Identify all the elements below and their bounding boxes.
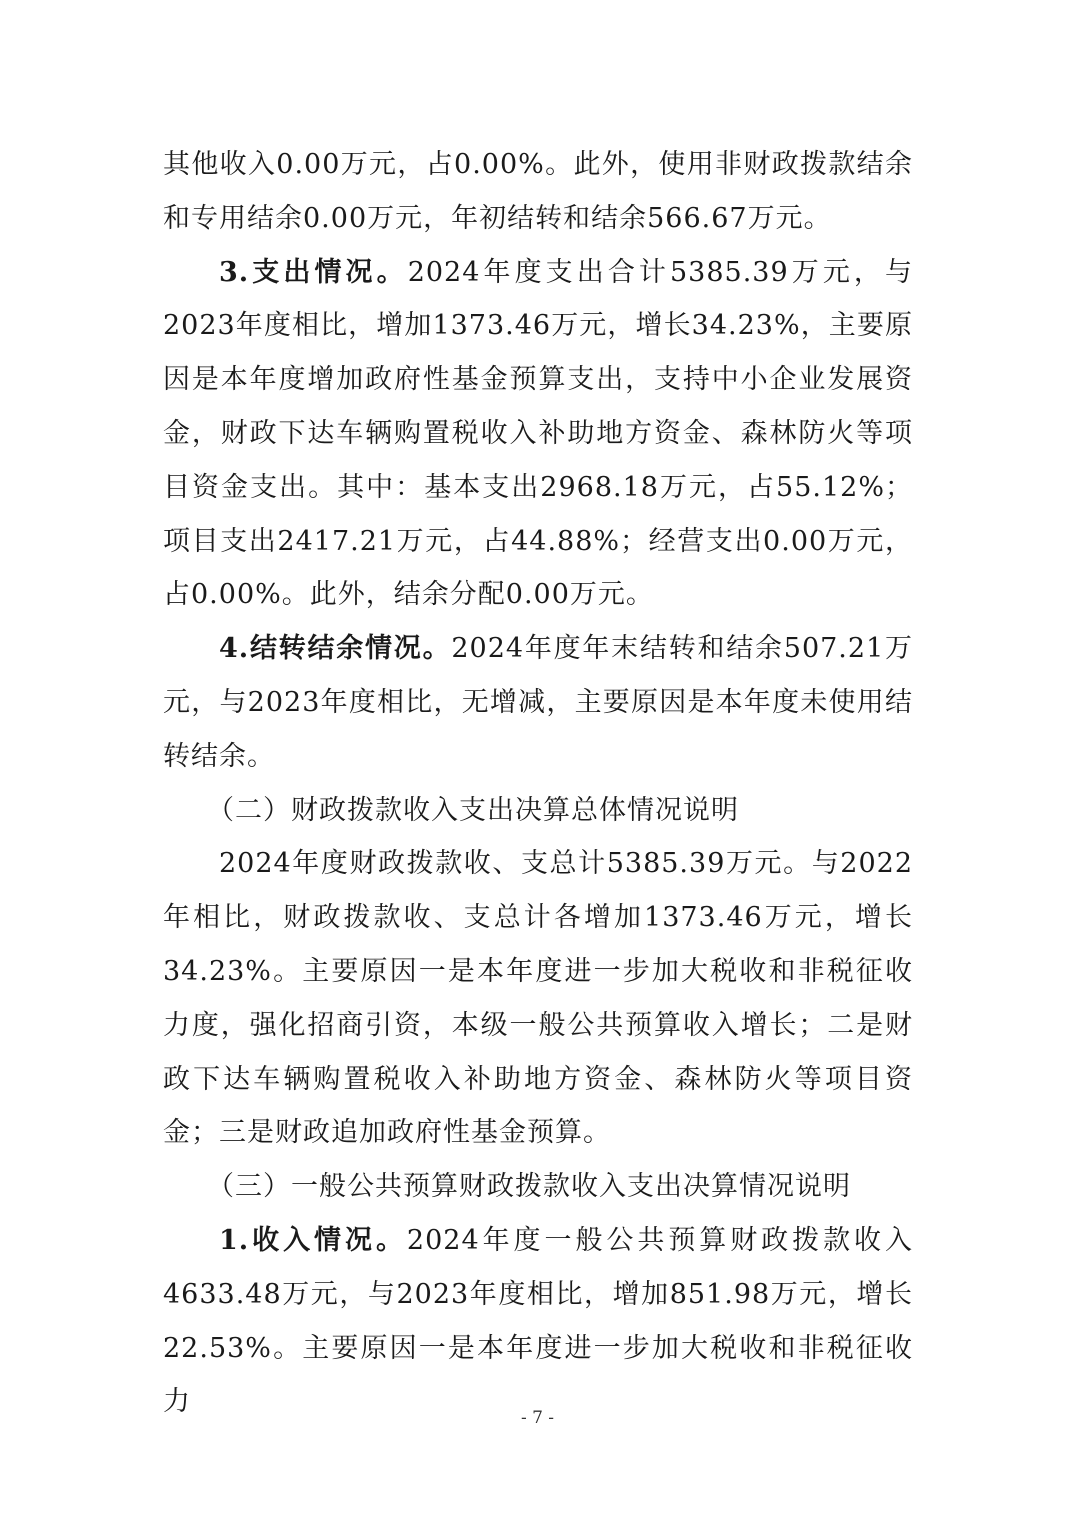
section-heading-general-budget: （三）一般公共预算财政拨款收入支出决算情况说明 [207, 1171, 851, 1203]
expenditure-text: 2024年度支出合计5385.39万元，与2023年度相比，增加1373.46万元，增长34.23%，主要原因是本年度增加政府性基金预算支出，支持中小企业发展资金，财政下达车辆购置税收入补助地方资金、森林防火等项目资金支出。其中：基本支出2968.18万元，占55.12%；项目支出2417.21万元，占44.88%；经营支出0.00万元，占0.00%。此外，结余分配0.00万元。 [163, 256, 913, 611]
paragraph-carryover [163, 622, 913, 783]
paragraph-other-income: 其他收入0.00万元，占0.00%。此外，使用非财政拨款结余和专用结余0.00万元，年初结转和结余566.67万元。 [163, 149, 913, 234]
paragraph-fiscal-appropriation: 2024年度财政拨款收、支总计5385.39万元。与2022年相比，财政拨款收、支总计各增加1373.46万元，增长34.23%。主要原因一是本年度进一步加大税收和非税征收力度，强化招商引资，本级一般公共预算收入增长；二是财政下达车辆购置税收入补助地方资金、森林防火等项目资金；三是财政追加政府性基金预算。 [163, 848, 913, 1149]
heading-carryover: 4.结转结余情况。 [219, 633, 452, 665]
section-heading-fiscal-appropriation: （二）财政拨款收入支出决算总体情况说明 [207, 794, 739, 826]
income-text: 2024年度一般公共预算财政拨款收入4633.48万元，与2023年度相比，增加851.98万元，增长22.53%。主要原因一是本年度进一步加大税收和非税征收力 [163, 1224, 913, 1418]
carryover-text: 2024年度年末结转和结余507.21万元，与2023年度相比，无增减，主要原因是本年度未使用结转结余。 [163, 633, 914, 772]
page-number: - 7 - [520, 1408, 555, 1428]
heading-income: 1.收入情况。 [219, 1224, 407, 1256]
paragraph-income [163, 1214, 913, 1429]
heading-expenditure: 3.支出情况。 [219, 256, 408, 288]
paragraph-expenditure [163, 246, 913, 623]
document-body [163, 138, 913, 1429]
